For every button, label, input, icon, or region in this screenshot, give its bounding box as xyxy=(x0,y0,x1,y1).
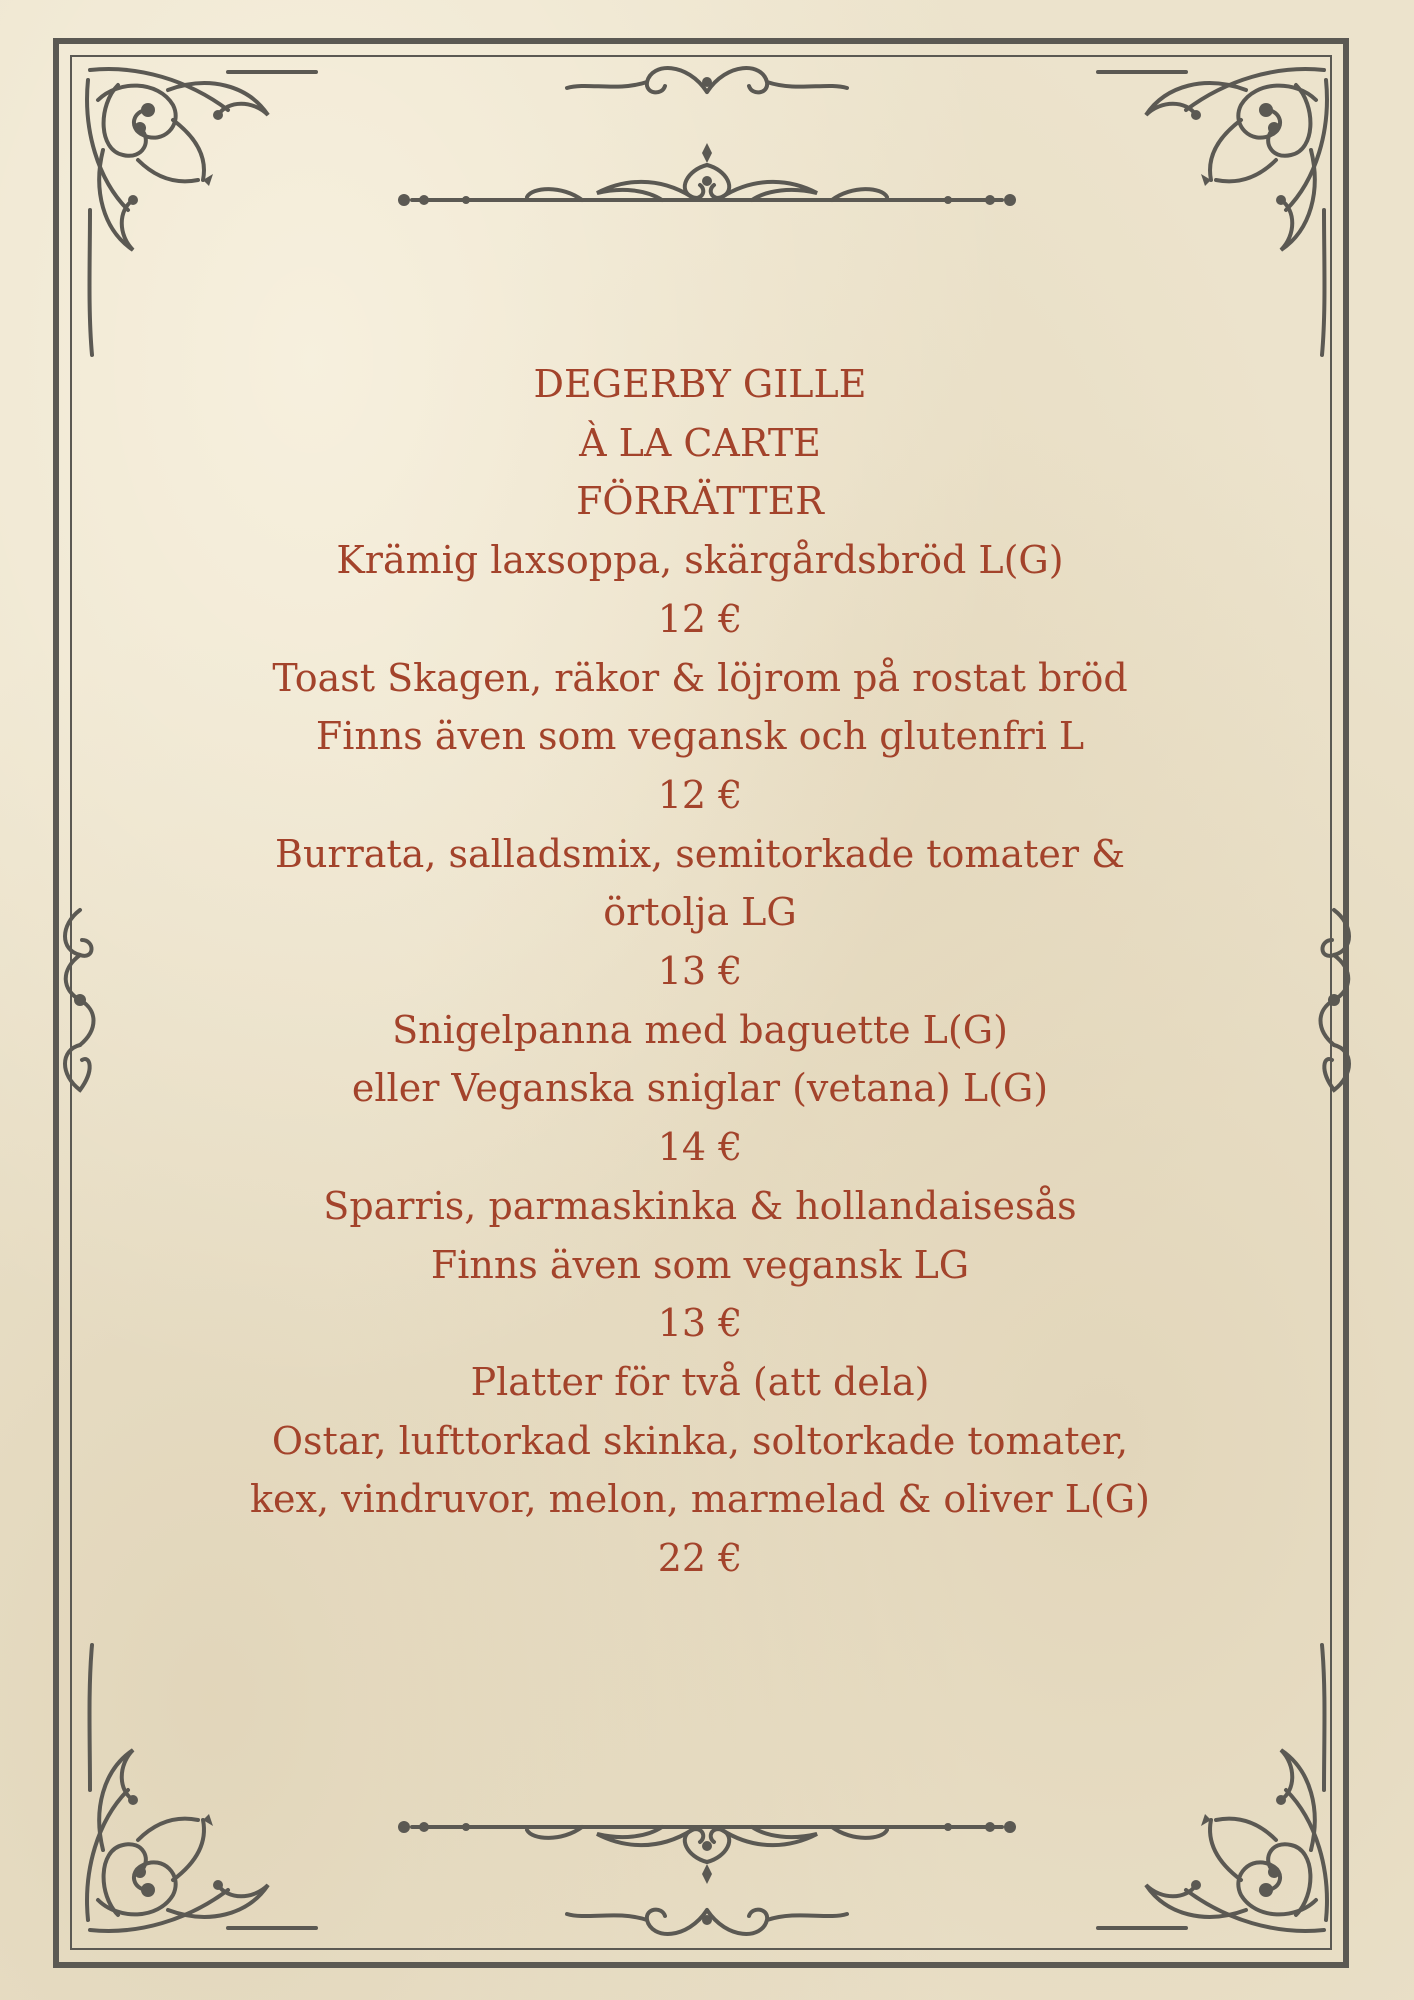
menu-line: Sparris, parmaskinka & hollandaisesås xyxy=(323,1183,1077,1228)
menu-line: Snigelpanna med baguette L(G) xyxy=(392,1007,1008,1052)
side-scroll-icon xyxy=(50,905,110,1095)
top-crest-icon xyxy=(557,52,857,102)
menu-line: Platter för två (att dela) xyxy=(470,1359,930,1404)
menu-price: 13 € xyxy=(657,949,743,994)
divider-flourish-icon xyxy=(392,1812,1022,1892)
corner-flourish-icon xyxy=(78,1640,318,1940)
menu-content xyxy=(150,355,1250,1588)
menu-price: 14 € xyxy=(657,1125,743,1170)
menu-type-heading: À LA CARTE xyxy=(579,420,821,465)
divider-flourish-icon xyxy=(392,135,1022,215)
menu-line: Finns även som vegansk LG xyxy=(430,1242,970,1287)
corner-flourish-icon xyxy=(1096,1640,1336,1940)
menu-price: 22 € xyxy=(657,1536,743,1581)
corner-flourish-icon xyxy=(78,60,318,360)
menu-line: Burrata, salladsmix, semitorkade tomater & xyxy=(275,831,1125,876)
bottom-crest-icon xyxy=(557,1900,857,1950)
menu-price: 13 € xyxy=(657,1301,743,1346)
side-scroll-icon xyxy=(1304,905,1364,1095)
section-heading: FÖRRÄTTER xyxy=(576,479,824,524)
menu-price: 12 € xyxy=(657,596,743,641)
restaurant-name: DEGERBY GILLE xyxy=(533,362,867,406)
corner-flourish-icon xyxy=(1096,60,1336,360)
menu-line: Ostar, lufttorkad skinka, soltorkade tomater, xyxy=(271,1418,1129,1463)
menu-line: kex, vindruvor, melon, marmelad & oliver L(G) xyxy=(250,1477,1150,1522)
menu-line: Krämig laxsoppa, skärgårdsbröd L(G) xyxy=(336,538,1064,583)
menu-line: Finns även som vegansk och glutenfri L xyxy=(315,714,1085,759)
menu-line: Toast Skagen, räkor & löjrom på rostat bröd xyxy=(272,655,1128,700)
menu-price: 12 € xyxy=(657,772,743,817)
menu-line: örtolja LG xyxy=(603,890,797,935)
menu-line: eller Veganska sniglar (vetana) L(G) xyxy=(351,1066,1049,1111)
